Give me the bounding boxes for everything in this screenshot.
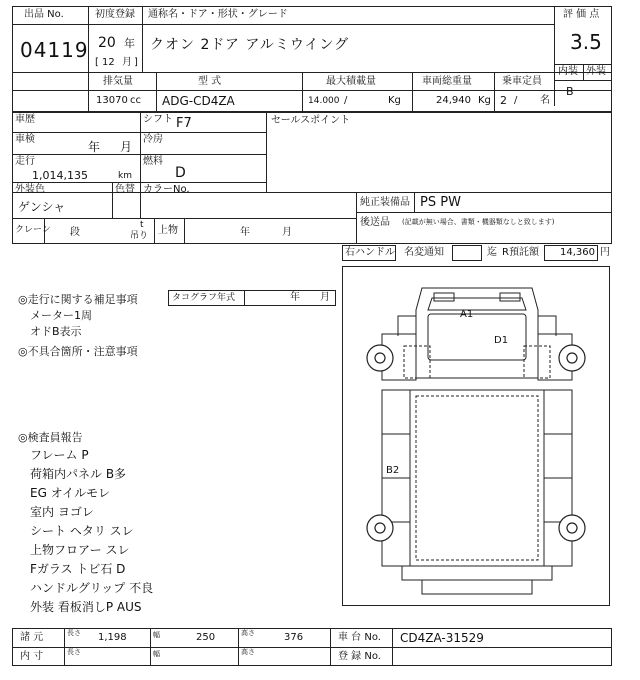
handle: 右ハンドル bbox=[345, 247, 395, 258]
sales-point-label: セールスポイント bbox=[271, 115, 351, 126]
displacement-label: 排気量 bbox=[103, 76, 133, 87]
accessories-note: (記載が無い場合、書類・機器類なしと致します) bbox=[402, 218, 555, 226]
inspector-title: ◎検査員報告 bbox=[18, 431, 83, 444]
inspector-line: Fガラス トビ石 D bbox=[30, 562, 126, 576]
upper-label: 上物 bbox=[158, 225, 178, 236]
mileage-unit: km bbox=[118, 171, 132, 181]
defects-title: ◎不具合箇所・注意事項 bbox=[18, 345, 138, 358]
model-name: クオン 2ドア アルミウイング bbox=[150, 37, 350, 53]
shift-label: シフト bbox=[143, 114, 173, 125]
lot-no: 04119 bbox=[20, 38, 89, 62]
history-label: 車歴 bbox=[15, 114, 35, 125]
shift-value: F7 bbox=[176, 116, 192, 131]
color-change-label: 色替 bbox=[115, 184, 135, 195]
damage-mark-b2: B2 bbox=[386, 465, 400, 476]
inspector-line: ハンドルグリップ 不良 bbox=[30, 581, 154, 595]
score: 3.5 bbox=[570, 30, 602, 54]
score-label: 評 価 点 bbox=[563, 9, 600, 20]
capacity-label: 乗車定員 bbox=[502, 76, 542, 87]
displacement-unit: cc bbox=[130, 95, 141, 106]
name-change-label: 名変通知 bbox=[404, 247, 444, 258]
width: 250 bbox=[196, 632, 216, 643]
truck-outline bbox=[342, 266, 610, 606]
inspector-line: 外装 看板消しP AUS bbox=[30, 600, 142, 614]
model-label: 通称名・ドア・形状・グレード bbox=[148, 9, 288, 20]
ext-color: ゲンシャ bbox=[18, 200, 66, 214]
inspector-line: 室内 ヨゴレ bbox=[30, 505, 94, 519]
inspector-line: 上物フロアー スレ bbox=[30, 543, 130, 557]
fuel-label: 燃料 bbox=[143, 156, 163, 167]
equipment-label: 純正装備品 bbox=[360, 197, 410, 208]
inspector-line: 荷箱内パネル B多 bbox=[30, 467, 127, 481]
lot-no-label: 出品 No. bbox=[24, 9, 64, 20]
chassis-label: 車 台 No. bbox=[338, 632, 381, 643]
max-load-unit: Kg bbox=[388, 95, 401, 106]
gross-weight: 24,940 bbox=[436, 95, 471, 106]
fuel: D bbox=[175, 165, 186, 181]
height: 376 bbox=[284, 632, 304, 643]
model-type: ADG-CD4ZA bbox=[162, 94, 235, 108]
capacity-unit: 名 bbox=[540, 95, 550, 106]
color-code-label: カラーNo. bbox=[143, 184, 190, 195]
type-label: 型 式 bbox=[198, 76, 222, 87]
ext-color-label: 外装色 bbox=[15, 184, 45, 195]
gross-weight-unit: Kg bbox=[478, 95, 491, 106]
inspector-line: EG オイルモレ bbox=[30, 486, 111, 500]
tacho-label: タコグラフ年式 bbox=[172, 293, 236, 303]
damage-mark-a1: A1 bbox=[460, 309, 474, 320]
recycle-label: R預託額 bbox=[502, 247, 539, 258]
reg-label: 登 録 No. bbox=[338, 651, 381, 662]
displacement: 13070 bbox=[96, 95, 128, 106]
interior-label: 内装 bbox=[558, 66, 578, 77]
crane-label: クレーン bbox=[15, 225, 51, 235]
equipment: PS PW bbox=[420, 195, 461, 210]
first-reg-label: 初度登録 bbox=[95, 9, 135, 20]
supp-title: ◎走行に関する補足事項 bbox=[18, 293, 138, 306]
accessories-label: 後送品 bbox=[360, 217, 390, 228]
gross-weight-label: 車両総重量 bbox=[422, 76, 472, 87]
first-reg-year: 20 bbox=[98, 35, 116, 51]
chassis-no: CD4ZA-31529 bbox=[400, 631, 484, 645]
truck-condition-diagram bbox=[342, 266, 610, 606]
supp-line: メーター1周 bbox=[30, 309, 92, 322]
interior-dims-label: 内 寸 bbox=[20, 651, 44, 662]
month-unit: 月 bbox=[122, 57, 132, 68]
max-load-label: 最大積載量 bbox=[326, 76, 376, 87]
damage-mark-d1: D1 bbox=[494, 335, 509, 346]
mileage: 1,014,135 bbox=[32, 169, 88, 182]
exterior-label: 外装 bbox=[586, 66, 606, 77]
capacity: 2 bbox=[500, 94, 507, 107]
supp-line: オドB表示 bbox=[30, 325, 82, 338]
length: 1,198 bbox=[98, 632, 127, 643]
inspector-line: シート ヘタリ スレ bbox=[30, 524, 134, 538]
year-unit: 年 bbox=[124, 37, 135, 50]
max-load: 14.000 bbox=[308, 96, 340, 106]
interior-grade: B bbox=[566, 85, 574, 98]
name-change-box bbox=[452, 245, 482, 261]
inspection-label: 車検 bbox=[15, 134, 35, 145]
recycle-amount: 14,360 bbox=[560, 247, 595, 258]
mileage-label: 走行 bbox=[15, 156, 35, 167]
first-reg-month: 12 bbox=[102, 57, 115, 68]
inspector-line: フレーム P bbox=[30, 448, 89, 462]
ac-label: 冷房 bbox=[143, 134, 163, 145]
dims-label: 諸 元 bbox=[20, 632, 44, 643]
crane-hook-label: 吊り bbox=[130, 231, 149, 241]
